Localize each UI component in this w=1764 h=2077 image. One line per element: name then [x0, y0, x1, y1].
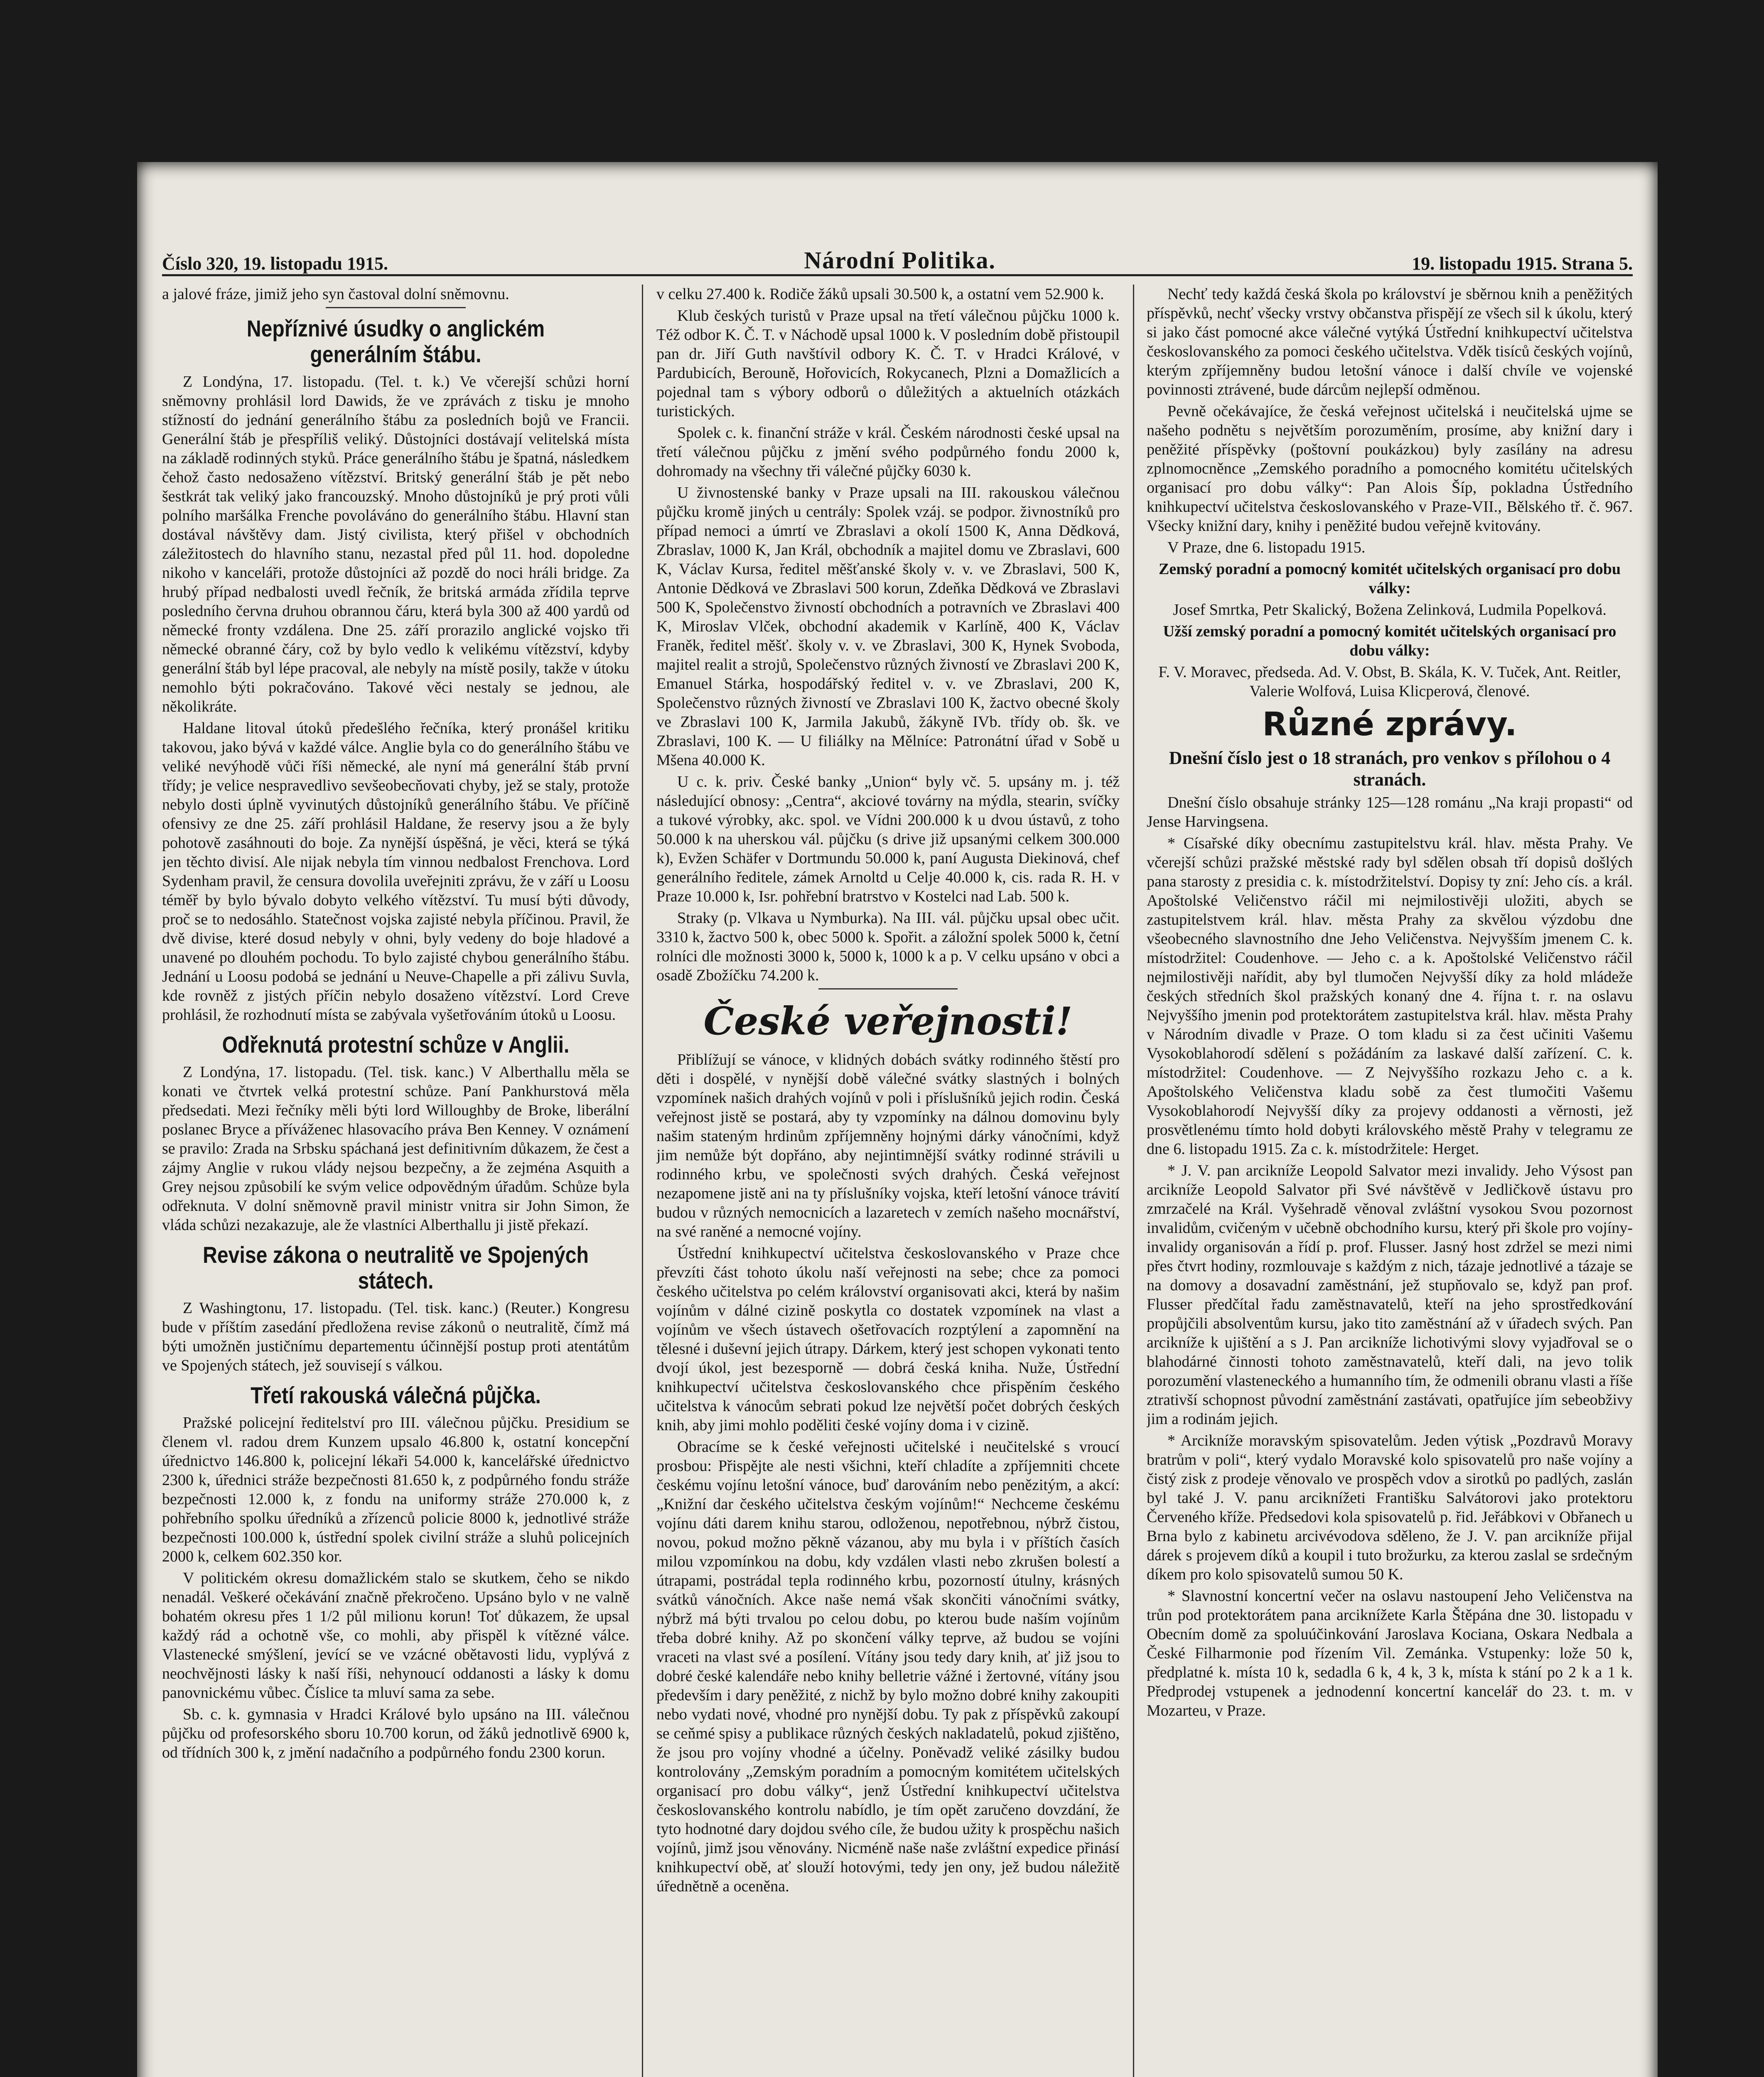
divider — [326, 307, 466, 308]
article-text: a jalové fráze, jimiž jeho syn častoval dolní sněmovnu. — [162, 285, 509, 303]
article-text: Z Londýna, 17. listopadu. (Tel. t. k.) Ve včerejší schůzi horní sněmovny prohlásil lord Dawids, že ve zprávách z tisku je mnoho stížností do jednání generálního štábu za posledních bojů ve Francii. Generální štáb je přespříliš veliký. Důstojníci dostávají velitelská místa na základě rodinných styků. Práce generálního štábu je špatná, následkem čehož často nedosaženo vítězství. Britský generální štáb je pět nebo šestkrát tak veliký jako francouzský. Mnoho důstojníků je prý proti vůli polního maršálka Frenche povoláváno do generálního štábu. Hlavní stan dostával návštěvy dam. Jistý civilista, který přišel v obchodních záležitostech do hlavního stanu, nezastal před půl 11. hod. dopoledne nikoho v kanceláři, protože důstojníci až pozdě do noci hráli bridge. Za hrubý případ nedbalosti uvedl řečník, že britská armáda zřídila teprve posledního června druhou obrannou čáru, která byla 300 až 400 yardů od německé fronty vzdálena. Dne 25. září prorazilo anglické vojsko tři německé obranné čáry, což by bylo vedlo k velikému vítězství, kdyby generální štáb byl lépe pracoval, ale nebyly na místě posily, takže v útoku nemohlo býti pokračováno. Takové věci nestaly se jednou, ale několikráte. — [162, 373, 629, 715]
article-text: Ústřední knihkupectví učitelstva českoslovanského v Praze chce převzíti část tohoto úkolu naší veřejnosti na sebe; chce za pomoci českého učitelstva po celém království organisovati akci, která by našim vojínům v dálné cizině poskytla co dostatek vzpomínek na vlast a vojínům ve všech ústavech ošetřovacích rozptýlení a zapomnění na tělesné i duševní jejich útrapy. Dárkem, který jest schopen vykonati tento dvojí úkol, jest bezesporně — dobrá česká kniha. Nuže, Ústřední knihkupectví učitelstva českoslovanského chce přispěním českého učitelstva k vánocům sebrati pokud lze největší počet dobrých českých knih, aby jimi mohlo poděliti české vojíny doma i v cizině. — [656, 1245, 1120, 1434]
article-text: U živnostenské banky v Praze upsali na III. rakouskou válečnou půjčku kromě jiných u centrály: Spolek vzáj. se podpor. živnostníků pro případ nemoci a úmrtí ve Zbraslavi a okolí 1500 K, Anna Dědková, Zbraslav, 1000 K, Jan Král, obchodník a majitel domu ve Zbraslavi, 600 K, Václav Kursa, ředitel měšťanské školy v. v. ve Zbraslavi, 500 K, Antonie Dědková ve Zbraslavi 500 korun, Zdeňka Dědková ve Zbraslavi 500 K, Společenstvo živností obchodních a potravních ve Zbraslavi 400 K, Miroslav Vlček, obchodní akademik v Karlíně, 400 K, Václav Franěk, ředitel měšť. školy v. v. ve Zbraslavi, 300 K, Hynek Svoboda, majitel realit a strojů, Společenstvo různých živností ve Zbraslavi 200 K, Emanuel Stárka, hospodářský ředitel v. v. ve Zbraslavi, 200 K, Společenstvo různých živností ve Zbraslavi 100 K, žactvo obecné školy ve Zbraslavi 100 K, Jarmila Jakubů, žákyně IVb. třídy ob. šk. ve Zbraslavi, 100 K. — U filiálky na Mělníce: Patronátní úřad v Sobě u Mšena 40.000 K. — [656, 484, 1120, 769]
divider — [818, 988, 958, 989]
committee-heading: Užší zemský poradní a pomocný komitét učitelských organisací pro dobu války: — [1163, 623, 1617, 659]
article-text: Klub českých turistů v Praze upsal na třetí válečnou půjčku 1000 k. Též odbor K. Č. T. v Náchodě upsal 1000 k. V posledním době přistoupil pan dr. Jiří Guth navštívil odbory K. Č. T. v Hradci Králové, v Pardubicích, Berouně, Hořovicích, Rokycanech, Plzni a Domažlicích a pojednal tam s výbory odborů o důležitých a aktuelních otázkách turistických. — [656, 307, 1120, 420]
article-headline: Odřeknutá protestní schůze v Anglii. — [222, 1031, 570, 1058]
article-text: Nechť tedy každá česká škola po království je sběrnou knih a peněžitých příspěvků, nechť všecky vrstvy občanstva přispějí ze všech sil k úkolu, který si jako část pomocné akce válečné vytýká Ústřední knihkupectví učitelstva českoslovanského za pomoci českého učitelstva. Vděk tisíců českých vojínů, kterým zpříjemněny budou letošní vánoce i další chvíle ve vojenské povinnosti ztrávené, bude dárcům nejlepší odměnou. — [1147, 285, 1633, 398]
column-3 — [1147, 285, 1633, 2077]
article-text: Přiblížují se vánoce, v klidných dobách svátky rodinného štěstí pro děti i dospělé, v nynější době válečné svátky slastných i bolných vzpomínek našich drahých vojínů v poli i příslušníků jejich rodin. Česká veřejnost jistě se postará, aby ty vzpomínky na dálnou domovinu byly našim stateným hrdinům zpříjemněny hojnými dárky vánočními, když jim nemůže být dopřáno, aby nejintimnější svátky rodinné strávili u rodinného krbu, ve společnosti svých drahých. Česká veřejnost nezapomene jistě ani na ty příslušníky vojska, kteří letošní vánoce trávití budou v různých nemocnicích a lazaretech v zemích našeho mocnářství, na své raněné a nemocné vojíny. — [656, 1051, 1120, 1240]
article-text: * J. V. pan arcikníže Leopold Salvator mezi invalidy. Jeho Výsost pan arcikníže Leopold Salvator při Své návštěvě v Jedličkově ústavu pro zmrzačelé na Král. Vyšehradě věnoval zvláštní vysokou Svou pozornost invalidům, cvičeným v učebně obchodního kursu, který při škole pro vojíny-invalidy organisován a řídí p. prof. Flusser. Jasný host zdržel se mezi nimi přes čtvrt hodiny, rozmlouvaje s každým z nich, tázaje jednotlivé a tázaje se na domovy a dosavadní zaměstnání, jež stupňovalo se, když pan prof. Flusser předčítal řadu zaměstnavatelů, kteří na jeho sprostředkování propůjčili absolventům kursu, jako tito zaměstnání až v úřadech svých. Pan arcikníže k ujištění a s J. Pan arcikníže lichotivými slovy vyjadřoval se o blahodárné činnosti tohoto zaměstnavatelů, kteří dali, na jevo tolik porozumění vlasteneckého a humanního tím, že odmenili obranu vlasti a říše ztrativší schopnost původní zaměstnání zastávati, opatřujíce jím sebeobživy jim a rodinám jejich. — [1147, 1162, 1633, 1428]
article-text: * Arcikníže moravským spisovatelům. Jeden výtisk „Pozdravů Moravy bratrům v poli“, který vydalo Moravské kolo spisovatelů pro naše vojíny a čistý zisk z prodeje věnovalo ve prospěch vdov a sirotků po padlých, zaslán byl také J. V. panu arciknížeti Františku Salvátorovi jako protektoru Červeného kříže. Předsedovi kola spisovatelů p. řid. Jeřábkovi v Obřanech u Brna bylo z kabinetu arcivévodova sděleno, že J. V. pan arcikníže přijal dárek s projevem díků a koupil i tuto brožurku, za kterou zaslal se srdečným díkem pro kolo spisovatelů sumou 50 K. — [1147, 1432, 1633, 1583]
article-headline: Revise zákona o neutralitě ve Spojených státech. — [203, 1242, 589, 1294]
article-text: Straky (p. Vlkava u Nymburka). Na III. vál. půjčku upsal obec učit. 3310 k, žactvo 500 k, obec 5000 k. Spořit. a záložní spolek 5000 k, četní rolníci dle možnosti 3000 k, 5000 k, 1000 k a p. V celku upsáno v obci a osadě Zbožíčku 74.200 k. — [656, 909, 1120, 984]
signatories: Josef Smrtka, Petr Skalický, Božena Zelinková, Ludmila Popelková. — [1173, 601, 1607, 619]
signatories: F. V. Moravec, předseda. Ad. V. Obst, B. Skála, K. V. Tuček, Ant. Reitler, Valerie Wolfová, Luisa Klicperová, členové. — [1158, 663, 1621, 700]
article-text: V politickém okresu domažlickém stalo se skutkem, čeho se nikdo nenadál. Veškeré očekávání značně překročeno. Upsáno bylo v ne valně bohatém okresu přes 1 1/2 půl milionu korun! Toť důkazem, že upsal každý rád a ochotně vše, co mohli, aby přispěl k vítězné válce. Vlastenecké smýšlení, jevící se ve vzácné obětavosti lidu, vyplývá z neochvějnosti lásky k naší říši, nehynoucí oddanosti a lásky k domu panovnickému vůbec. Číslice ta mluví sama za sebe. — [162, 1569, 629, 1701]
committee-heading: Zemský poradní a pomocný komitét učitelských organisací pro dobu války: — [1159, 560, 1621, 597]
newspaper-title: Národní Politika. — [804, 247, 996, 274]
date-page: 19. listopadu 1915. Strana 5. — [1412, 253, 1633, 274]
column-1 — [162, 285, 629, 2077]
page-header — [162, 241, 1633, 276]
article-text: Dnešní číslo obsahuje stránky 125—128 románu „Na kraji propasti“ od Jense Harvingsena. — [1147, 794, 1633, 830]
article-headline: Třetí rakouská válečná půjčka. — [251, 1382, 541, 1408]
article-text: Spolek c. k. finanční stráže v král. Českém národnosti české upsal na třetí válečnou půjčku z jmění svého podpůrného fondu 2000 k, dohromady na všechny tři válečné půjčky 6030 k. — [656, 424, 1120, 480]
article-text: v celku 27.400 k. Rodiče žáků upsali 30.500 k, a ostatní vem 52.900 k. — [656, 285, 1104, 303]
article-text: Haldane litoval útoků předešlého řečníka, který pronášel kritiku takovou, jako bývá v každé válce. Anglie byla co do generálního štábu ve veliké nevýhodě vůči říši německé, ale nyní má generální štáb první třídy; je velice nespravedlivo sevšeobecňovati chyby, jež se staly, protože nebylo dosti úplně vyvinutých důstojníků generálního štábu. Ve příčině ofensivy ze dne 25. září prohlásil Haldane, že reservy jsou a že byly pohotově zasáhnouti do boje. Za nynější úspěšná, je věci, která se týká jen těchto divisí. Ale nijak nebyla tím vinnou nedbalost Frenchova. Lord Sydenham pravil, že censura dovolila uveřejniti zprávu, že v září u Loosu téměř by bylo bývalo dobyto velkého vítězství. Tu musí býti důvody, proč se to nedosáhlo. Statečnost vojska zajisté nebyla příčinou. Pravil, že dvě divise, které dosud nebyly v ohni, byly vedeny do boje hladové a unavené po dlouhém pochodu. To bylo zajisté chybou generálního štábu. Jednání u Loosu podobá se jednání u Neuve-Chapelle a při zálivu Suvla, kde rovněž z jistých příčin nebylo dosaženo vítězství. Lord Creve prohlásil, že rozhodnutí místa se zabývala vyšetřováním útoků u Loosu. — [162, 719, 629, 1024]
article-text: V Praze, dne 6. listopadu 1915. — [1167, 539, 1366, 556]
article-text: Z Washingtonu, 17. listopadu. (Tel. tisk. kanc.) (Reuter.) Kongresu bude v příštím zasedání předložena revise zákonů o neutralitě, čímž má býti umožněn justičnímu departementu účinnější postup proti atentátům ve Spojených státech, jež souvisejí s válkou. — [162, 1299, 629, 1374]
article-text: * Slavnostní koncertní večer na oslavu nastoupení Jeho Veličenstva na trůn pod protektorátem pana arciknížete Karla Štěpána dne 30. listopadu v Obecním domě za spoluúčinkování Jaroslava Kociana, Oskara Nedbala a České Filharmonie pod řízením Vil. Zemánka. Vstupenky: lože 50 k, předplatné k. místa 10 k, sedadla 6 k, 4 k, 3 k, místa k stání po 2 k a 1 k. Předprodej vstupenek a jednodenní koncertní kancelář do 23. t. m. v Mozarteu, v Praze. — [1147, 1587, 1633, 1719]
column-rule — [642, 285, 643, 2077]
section-headline: Různé zprávy. — [1262, 706, 1517, 743]
newspaper-page — [137, 162, 1658, 2077]
article-text: Z Londýna, 17. listopadu. (Tel. tisk. kanc.) V Alberthallu měla se konati ve čtvrtek velká protestní schůze. Paní Pankhurstová měla předsedati. Mezi řečníky měli býti lord Willoughby de Broke, liberální poslanec Bryce a příváženec hlasovacího práva Ben Kenney. V oznámení se pravilo: Zrada na Srbsku spáchaná jest definitivním důkazem, že čest a zájmy Anglie v rukou vlády nejsou bezpečny, a že zejména Asquith a Grey nejsou způsobilí ke svým velice odpovědným úřadům. Schůze byla odřeknuta. V dolní sněmovně pravil ministr vnitra sir John Simon, že vláda schůzi nezakazuje, ale že vlastníci Alberthallu ji jistě překazí. — [162, 1063, 629, 1234]
article-text: Obracíme se k české veřejnosti učitelské i neučitelské s vroucí prosbou: Přispějte ale nesti všichni, kteří chladíte a zpříjemniti chcete českému vojínu letošní vánoce, buď darováním nebo penězitým, a akcí: „Knižní dar českého učitelstva českým vojínům!“ Nechceme českému vojínu dáti darem knihu starou, odloženou, nepotřebnou, nýbrž čistou, novou, pokud možno pěkně vázanou, aby mu byla i v příštích časích milou vzpomínkou na dobu, kdy vzdálen vlasti nebo zkrušen bolestí a útrapami, postrádal tepla rodinného krbu, pozorností útulny, krásných svátků vánočních. Akce naše nemá však skončiti vánočními svátky, nýbrž má býti trvalou po celou dobu, po kterou bude naším vojínům třeba dobré knihy. Až po skončení války teprve, až budou se vojíni vraceti na vlast své a posílení. Vítány jsou tedy dary knih, ať již jsou to dobré české kalendáře nebo knihy belletrie vážné i žertovné, vítány jsou především i dary peněžité, z nichž by bylo možno dobré knihy zakoupiti nebo vydati nové, vhodné pro nynější dobu. Ty pak z příspěvků zakoupí se ceňmé spisy a publikace různých českých nakladatelů, pokud zjištěno, že jsou pro vojíny vhodné a účelny. Poněvadž veliké zásilky budou kontrolovány „Zemským poradním a pomocným komitétem učitelských organisací pro dobu války“, jenž Ústřední knihkupectví učitelstva českoslovanského kontrolu nabídlo, je tím opět zaručeno dovzdání, že tyto hodnotné dary dojdou svého cíle, že budou užity k prospěchu našich vojínů, jimž jsou věnovány. Nicméně naše naše zvláštní expedice přinásí knihkupectví obě, ať slouží hotovými, tedy jen ony, jež budou náležitě úřednětně a oceněna. — [656, 1438, 1120, 1895]
article-text: Sb. c. k. gymnasia v Hradci Králové bylo upsáno na III. válečnou půjčku od profesorského sboru 10.700 korun, od žáků jednotlivě 6900 k, od třídních 300 k, z jmění nadačního a podpůrného fondu 2300 korun. — [162, 1706, 629, 1761]
article-text: U c. k. priv. České banky „Union“ byly vč. 5. upsány m. j. též následující obnosy: „Centra“, akciové továrny na mýdla, stearin, svíčky a tukové výrobky, akc. spol. ve Vídni 200.000 k u dvou ústavů, z toho 50.000 k na uherskou vál. půjčku (s drive již upsanými celkem 300.000 k), Evžen Schäfer v Dortmundu 50.000 k, paní Augusta Diekinová, chef generálního ředitele, zámek Arnoltd u Celje 40.000 k, cis. rada R. H. v Praze 10.000 k, Isr. pohřební bratrstvo v Kostelci nad Lab. 500 k. — [656, 773, 1120, 905]
issue-number: Číslo 320, 19. listopadu 1915. — [162, 253, 388, 274]
column-2 — [656, 285, 1120, 2077]
article-text: Pevně očekávajíce, že česká veřejnost učitelská i neučitelská ujme se našeho podnětu s největším porozuměním, prosíme, aby knižní dary i peněžité příspěvky (poštovní poukázkou) byly zasílány na adresu zplnomocněnce „Zemského poradního a pomocného komitétu učitelských organisací pro dobu války“: Pan Alois Šíp, pokladna Ústředního knihkupectví učitelstva českoslovanského v Praze-VII., Bělského tř. č. 967. Všecky knižní dary, knihy i peněžité budou veřejně kvitovány. — [1147, 403, 1633, 535]
article-headline: Nepříznivé úsudky o anglickém generálním štábu. — [246, 315, 545, 367]
article-text: * Císařské díky obecnímu zastupitelstvu král. hlav. města Prahy. Ve včerejší schůzi pražské městské rady byl sdělen obsah tří dopisů došlých pana starosty z presidia c. k. místodržitelství. Dopisy ty zní: Jeho cís. a král. Apoštolské Veličenstvo ráčil mi nejmilostivěji uložiti, abych se zastupitelstvem král. hlav. města Prahy za skvělou výzdobu dne všeobecného slavnostního dne Jeho Veličenstva. Nejvyšším jmenem C. k. místodržitel: Coudenhove. — Jeho c. a k. Apoštolské Veličenstvo ráčil nejmilostivěji nařídit, aby byl tlumočen Nejvyšší díky za hold mládeže českých středních škol pražských konaný dne 4. října t. r. na oslavu Nejvyššího jmenin pod protektorátem zastupitelstva král. hlav. města Prahy v Národním divadle v Praze. O tom kladu si za čest učiniti Vašemu Vysokoblahorodí sdělení s požádáním za laskavé další zařízení. C. k. místodržitel: Coudenhove. — Z Nejvyššího rozkazu Jeho c. a k. Apoštolského Veličenstva kladu sobě za čest tlumočiti Vašemu Vysokoblahorodí Nejvyšší díky za projevy oddanosti a věrnosti, jež prosvětlenému tímto hold dobyti královského městě Prahy v telegramu ze dne 6. listopadu 1915. Za c. k. místodržitele: Herget. — [1147, 835, 1633, 1158]
column-rule — [1133, 285, 1134, 2077]
article-text: Pražské policejní ředitelství pro III. válečnou půjčku. Presidium se členem vl. radou drem Kunzem upsalo 46.800 k, ostatní koncepční úřednictvo 146.800 k, policejní lékaři 54.000 k, kancelářské úřednictvo 2300 k, úřednici stráže bezpečnosti 81.650 k, z podpůrného fondu stráže bezpečnosti 12.000 k, z fondu na uniformy stráže 270.000 k, z pohřebního spolku úředníků a zřízenců policie 8000 k, jednotlivé stráže bezpečnosti 100.000 k, ústřední spolek civilní stráže a sluhů policejních 2000 k, celkem 602.350 kor. — [162, 1414, 629, 1565]
issue-notice: Dnešní číslo jest o 18 stranách, pro venkov s přílohou o 4 stranách. — [1169, 748, 1611, 790]
appeal-headline: České veřejnosti! — [703, 999, 1073, 1043]
